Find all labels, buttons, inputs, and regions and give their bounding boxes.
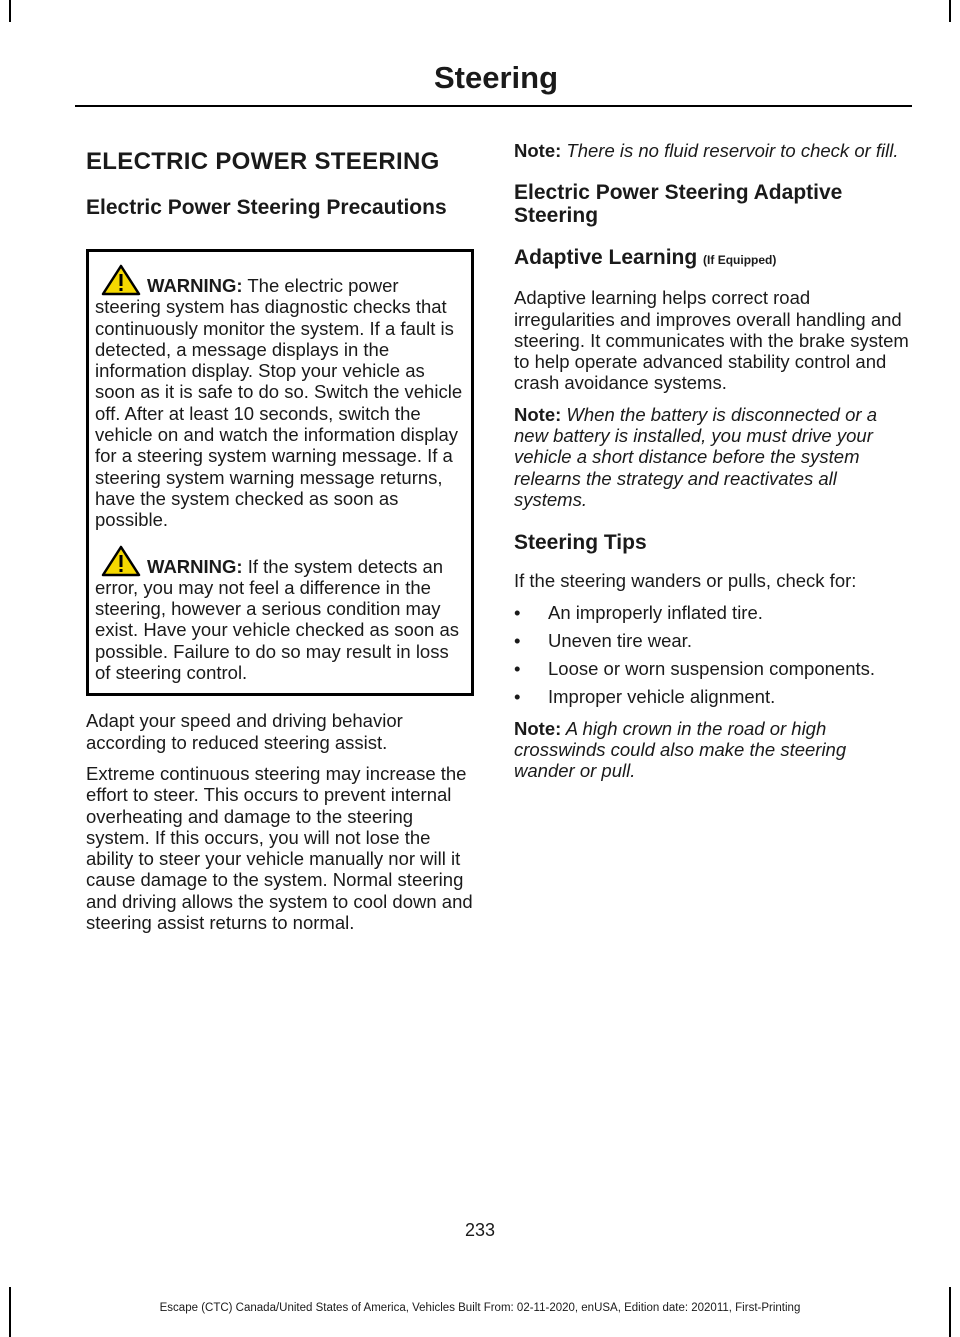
note-road-crown bbox=[514, 718, 910, 782]
list-item bbox=[514, 658, 910, 679]
warning-label: WARNING: bbox=[147, 555, 243, 577]
bullet: • bbox=[514, 629, 521, 651]
note-battery bbox=[514, 404, 910, 510]
adaptive-learning-heading bbox=[514, 245, 910, 273]
body-paragraph: Adapt your speed and driving behavior according to reduced steering assist. bbox=[86, 710, 403, 753]
note-fluid-reservoir bbox=[514, 140, 910, 161]
list-item bbox=[514, 602, 910, 623]
section-title: ELECTRIC POWER STEERING bbox=[86, 148, 440, 175]
warning-1 bbox=[95, 264, 465, 531]
note-label: Note: bbox=[514, 140, 562, 161]
crop-mark-top-left bbox=[9, 0, 11, 22]
note-label: Note: bbox=[514, 403, 562, 425]
warning-label: WARNING: bbox=[147, 275, 243, 296]
steering-tips-title: Steering Tips bbox=[514, 531, 647, 555]
warning-triangle-icon bbox=[101, 264, 141, 296]
left-column bbox=[86, 140, 474, 943]
warning-text: The electric power steering system has diagnostic checks that continuously monitor the system. If a fault is detected, a message displays in the information display. Stop your vehicle as soon as it is safe to do so. Switch the vehicle off. After at least 10 seconds, switch the vehicle on and watch the information display for a steering system warning message. If a steering system warning message returns, have the system checked as soon as possible. bbox=[95, 275, 463, 531]
list-item-text: Loose or worn suspension components. bbox=[548, 658, 876, 680]
warning-box bbox=[86, 249, 474, 696]
note-text: A high crown in the road or high crosswinds could also make the steering wander or pull. bbox=[514, 717, 847, 782]
bullet: • bbox=[514, 601, 521, 623]
warning-text: If the system detects an error, you may not feel a difference in the steering, however a serious condition may exist. Have your vehicle checked as soon as possible. Failure to do so may result in loss of steering control. bbox=[95, 555, 460, 684]
note-label: Note: bbox=[514, 717, 562, 739]
crop-mark-top-right bbox=[949, 0, 951, 22]
steering-tips-intro: If the steering wanders or pulls, check for: bbox=[514, 570, 857, 592]
steering-tips-list bbox=[514, 602, 910, 708]
warning-2 bbox=[95, 545, 465, 684]
page-number: 233 bbox=[464, 1220, 496, 1240]
subsection-title-precautions: Electric Power Steering Precautions bbox=[86, 196, 447, 219]
warning-triangle-icon bbox=[101, 545, 141, 577]
list-item bbox=[514, 686, 910, 707]
right-column bbox=[514, 140, 910, 792]
header-divider bbox=[75, 105, 912, 107]
page-header-title: Steering bbox=[433, 60, 558, 95]
bullet: • bbox=[514, 658, 521, 680]
adaptive-learning-title: Adaptive Learning bbox=[514, 246, 698, 270]
list-item bbox=[514, 630, 910, 651]
bullet: • bbox=[514, 686, 521, 708]
page-footer: Escape (CTC) Canada/United States of America, Vehicles Built From: 02-11-2020, enUSA, Edition date: 202011, First-Printing bbox=[159, 1302, 801, 1314]
note-text: There is no fluid reservoir to check or fill. bbox=[561, 140, 899, 161]
note-text: When the battery is disconnected or a new battery is installed, you must drive your vehicle a short distance before the system relearns the strategy and reactivates all systems. bbox=[514, 403, 877, 510]
body-paragraph: Extreme continuous steering may increase the effort to steer. This occurs to prevent internal overheating and damage to the steering system. If this occurs, you will not lose the ability to steer your vehicle manually nor will it cause damage to the system. Normal steering and driving allows the system to cool down and steering assist returns to normal. bbox=[86, 762, 473, 934]
list-item-text: Improper vehicle alignment. bbox=[548, 686, 776, 708]
adaptive-learning-paragraph: Adaptive learning helps correct road irregularities and improves overall handling and steering. It communicates with the brake system to help operate advanced stability control and crash avoidance systems. bbox=[514, 287, 909, 394]
list-item-text: Uneven tire wear. bbox=[548, 629, 692, 651]
list-item-text: An improperly inflated tire. bbox=[548, 601, 763, 623]
if-equipped-qualifier: (If Equipped) bbox=[703, 253, 777, 268]
subsection-title-adaptive-steering: Electric Power Steering Adaptive Steering bbox=[514, 181, 843, 228]
